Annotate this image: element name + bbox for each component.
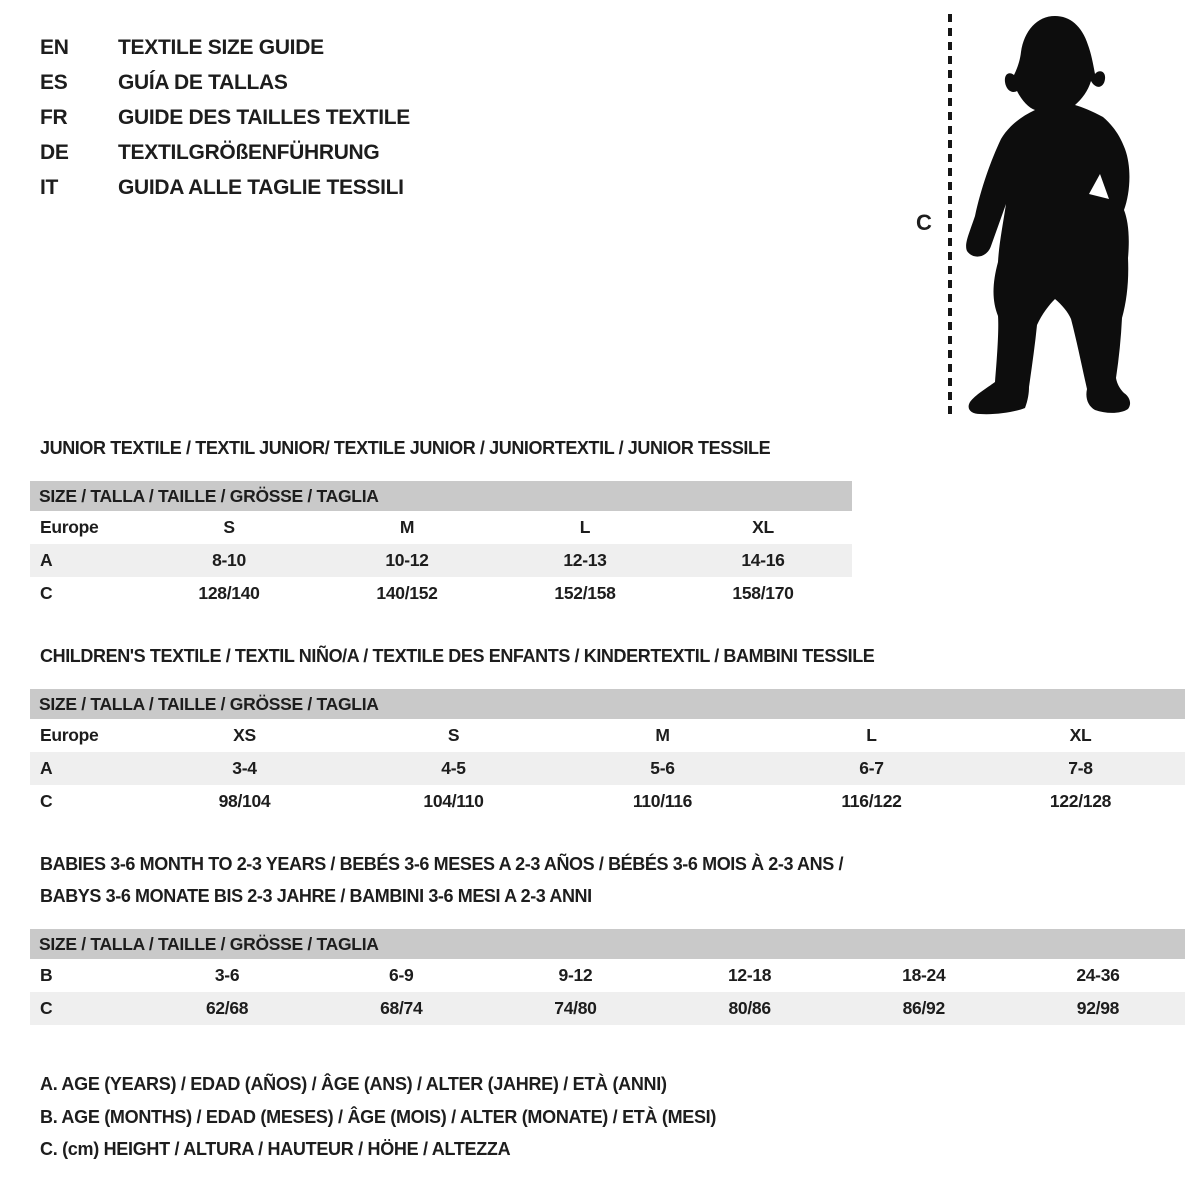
- size-value-cell: 6-9: [389, 965, 414, 985]
- size-table-junior: [30, 481, 852, 610]
- size-value-cell: 24-36: [1076, 965, 1120, 985]
- size-value-cell: XS: [233, 725, 256, 745]
- size-value-cell: 3-6: [214, 965, 240, 985]
- section-title: CHILDREN'S TEXTILE / TEXTIL NIÑO/A / TEXTILE DES ENFANTS / KINDERTEXTIL / BAMBINI TESSILE: [40, 646, 875, 666]
- size-value-cell: 140/152: [376, 583, 438, 603]
- language-code: DE: [40, 141, 69, 164]
- size-value-cell: XL: [1069, 725, 1092, 745]
- legend-line-c: C. (cm) HEIGHT / ALTURA / HAUTEUR / HÖHE / ALTEZZA: [40, 1139, 511, 1159]
- section-title: BABYS 3-6 MONATE BIS 2-3 JAHRE / BAMBINI 3-6 MESI A 2-3 ANNI: [40, 886, 592, 906]
- size-value-cell: 116/122: [841, 791, 902, 811]
- guide-title: GUÍA DE TALLAS: [118, 71, 288, 94]
- section-babies-textile: [30, 848, 1185, 1025]
- size-value-cell: 80/86: [728, 998, 771, 1018]
- language-row: [40, 170, 410, 205]
- size-value-cell: 62/68: [205, 998, 249, 1018]
- size-value-cell: 5-6: [650, 758, 675, 778]
- size-value-cell: S: [447, 725, 460, 745]
- size-value-cell: 12-18: [727, 965, 772, 985]
- language-row: [40, 135, 410, 170]
- size-value-cell: 68/74: [380, 998, 423, 1018]
- size-table-babies: [30, 929, 1185, 1025]
- row-label: C: [40, 998, 53, 1018]
- size-value-cell: S: [223, 517, 235, 537]
- size-value-cell: L: [579, 517, 591, 537]
- language-code: ES: [40, 71, 68, 94]
- size-value-cell: 6-7: [859, 758, 884, 778]
- size-value-cell: XL: [752, 517, 774, 537]
- size-value-cell: 14-16: [741, 550, 785, 570]
- language-code: IT: [40, 176, 59, 199]
- row-label: Europe: [40, 517, 99, 537]
- measure-letter-label: C: [916, 210, 932, 235]
- section-children-textile: [30, 640, 1185, 818]
- size-value-cell: 10-12: [385, 550, 429, 570]
- legend-line-b: B. AGE (MONTHS) / EDAD (MESES) / ÂGE (MOIS) / ALTER (MONATE) / ETÀ (MESI): [40, 1106, 717, 1127]
- guide-title: TEXTILE SIZE GUIDE: [118, 36, 324, 59]
- size-table-header-bar: SIZE / TALLA / TAILLE / GRÖSSE / TAGLIA: [30, 929, 1185, 959]
- size-value-cell: 18-24: [902, 965, 946, 985]
- size-value-cell: 104/110: [423, 791, 484, 811]
- language-row: [40, 30, 410, 65]
- size-table-children: [30, 689, 1185, 818]
- table-row: [30, 992, 1185, 1025]
- guide-title: GUIDE DES TAILLES TEXTILE: [118, 106, 410, 129]
- size-value-cell: 74/80: [554, 998, 597, 1018]
- height-measure-dashed-line: [948, 14, 952, 416]
- row-label: C: [40, 791, 53, 811]
- table-row: [30, 544, 852, 577]
- row-label: Europe: [40, 725, 99, 745]
- table-row: [30, 752, 1185, 785]
- section-title: BABIES 3-6 MONTH TO 2-3 YEARS / BEBÉS 3-6 MESES A 2-3 AÑOS / BÉBÉS 3-6 MOIS À 2-3 ANS /: [40, 854, 844, 874]
- size-value-cell: 9-12: [558, 965, 593, 985]
- row-label: B: [40, 965, 53, 985]
- size-value-cell: 128/140: [198, 583, 260, 603]
- size-table-body: [30, 719, 1185, 818]
- size-table-body: [30, 959, 1185, 1025]
- table-row: [30, 511, 852, 544]
- section-junior-textile: [30, 432, 852, 610]
- row-label: A: [40, 758, 53, 778]
- size-value-cell: M: [399, 517, 415, 537]
- toddler-silhouette-icon: [960, 10, 1146, 424]
- size-value-cell: 86/92: [902, 998, 945, 1018]
- language-code: EN: [40, 36, 69, 59]
- size-value-cell: L: [866, 725, 877, 745]
- section-title: JUNIOR TEXTILE / TEXTIL JUNIOR/ TEXTILE JUNIOR / JUNIORTEXTIL / JUNIOR TESSILE: [40, 438, 771, 458]
- row-label: C: [40, 583, 53, 603]
- row-label: A: [40, 550, 53, 570]
- language-title-list: [40, 30, 410, 205]
- height-measure-figure: [890, 0, 1190, 430]
- guide-title: GUIDA ALLE TAGLIE TESSILI: [118, 176, 404, 199]
- size-value-cell: 158/170: [732, 583, 794, 603]
- size-value-cell: 110/116: [632, 791, 693, 811]
- measurement-legend: [40, 1068, 716, 1166]
- size-table-body: [30, 511, 852, 610]
- size-value-cell: 92/98: [1076, 998, 1120, 1018]
- table-row: [30, 785, 1185, 818]
- size-value-cell: 4-5: [441, 758, 466, 778]
- size-table-header-bar: SIZE / TALLA / TAILLE / GRÖSSE / TAGLIA: [30, 481, 852, 511]
- language-row: [40, 100, 410, 135]
- size-value-cell: M: [655, 725, 670, 745]
- language-code: FR: [40, 106, 68, 129]
- size-value-cell: 3-4: [232, 758, 257, 778]
- table-row: [30, 719, 1185, 752]
- size-value-cell: 12-13: [563, 550, 607, 570]
- size-value-cell: 122/128: [1049, 791, 1112, 811]
- language-row: [40, 65, 410, 100]
- size-value-cell: 8-10: [212, 550, 246, 570]
- legend-line-a: A. AGE (YEARS) / EDAD (AÑOS) / ÂGE (ANS) / ALTER (JAHRE) / ETÀ (ANNI): [40, 1074, 667, 1094]
- table-row: [30, 959, 1185, 992]
- size-value-cell: 152/158: [554, 583, 616, 603]
- size-value-cell: 98/104: [218, 791, 271, 811]
- table-row: [30, 577, 852, 610]
- size-table-header-bar: SIZE / TALLA / TAILLE / GRÖSSE / TAGLIA: [30, 689, 1185, 719]
- guide-title: TEXTILGRÖßENFÜHRUNG: [118, 141, 380, 164]
- size-value-cell: 7-8: [1068, 758, 1093, 778]
